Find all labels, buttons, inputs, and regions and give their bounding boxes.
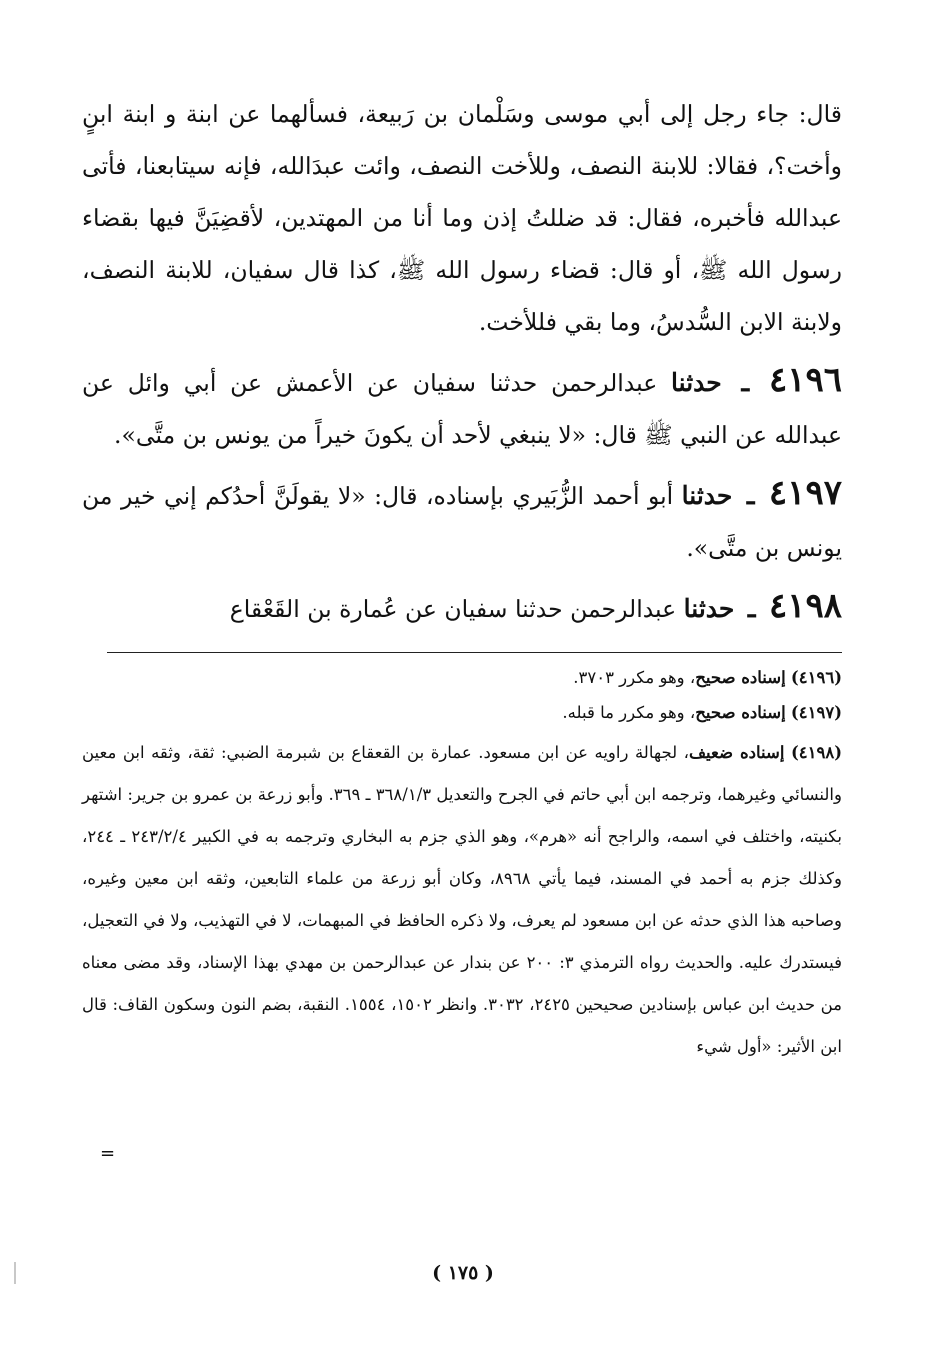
hadith-4198 — [82, 580, 842, 635]
footnote-4197 — [82, 697, 842, 729]
hadith-dash: ـ — [746, 481, 755, 511]
hadith-4196 — [82, 354, 842, 461]
hadith-dash: ـ — [747, 594, 756, 624]
hadith-dash: ـ — [741, 368, 750, 398]
page-number: ( ١٧٥ ) — [432, 1262, 494, 1284]
hadith-number: ٤١٩٧ — [768, 473, 842, 513]
footnote-divider — [107, 652, 842, 653]
footnote-grade: إسناده ضعيف — [688, 743, 785, 762]
hadith-4197 — [82, 467, 842, 574]
hadith-keyword: حدثنا — [683, 594, 735, 623]
hadith-text: عبدالرحمن حدثنا سفيان عن عُمارة بن القَعْقاع — [229, 595, 677, 623]
hadith-number: ٤١٩٨ — [768, 586, 842, 626]
hadith-keyword: حدثنا — [681, 481, 733, 510]
continuation-mark: = — [100, 1143, 116, 1164]
footnote-grade: إسناده صحيح — [695, 703, 786, 722]
margin-smudge — [14, 1262, 16, 1284]
intro-text: قال: جاء رجل إلى أبي موسى وسَلْمان بن رَبيعة، فسألهما عن ابنة و ابنة ابنٍ وأخت؟، فقالا: للابنة النصف، وللأخت النصف، وائت عبدَالله، فإنه سيتابعنا، فأتى عبدالله فأخبره، فقال: قد ضللتُ إذن وما أنا من المهتدين، لأقضِيَنَّ فيها بقضاء رسول الله ﷺ، أو قال: قضاء رسول الله ﷺ، كذا قال سفيان، للابنة النصف، ولابنة الابن السُّدسُ، وما بقي فللأخت. — [82, 100, 842, 336]
footnote-text: ، وهو مكرر ما قبله. — [562, 703, 696, 722]
footnote-text: ، لجهالة راويه عن ابن مسعود. عمارة بن القعقاع بن شبرمة الضبي: ثقة، وثقه ابن معين والنسائي وغيرهما، وترجمه ابن أبي حاتم في الجرح والتعديل ٣٦٨/١/٣ ـ ٣٦٩. وأبو زرعة بن عمرو بن جرير: اشتهر بكنيته، واختلف في اسمه، والراجح أنه «هرم»، وهو الذي جزم به البخاري وترجمه به في الكبير ٢٤٣/٢/٤ ـ ٢٤٤، وكذلك جزم به أحمد في المسند، فيما يأتي ٨٩٦٨، وكان أبو زرعة من علماء التابعين، وثقه ابن معين وغيره، وصاحبه هذا الذي حدثه عن ابن مسعود لم يعرف، ولا ذكره الحافظ في المبهمات، لا في التهذيب، ولا في التعجيل، فيستدرك عليه. والحديث رواه الترمذي ٣: ٢٠٠ عن بندار عن عبدالرحمن بن مهدي بهذا الإسناد، وقد مضى معناه من حديث ابن عباس بإسنادين صحيحين ٢٤٢٥، ٣٠٣٢. وانظر ١٥٠٢، ١٥٥٤. النقبة، بضم النون وسكون القاف: قال ابن الأثير: «أول شيء — [82, 743, 842, 1056]
footnote-4196 — [82, 662, 842, 694]
footnote-4198 — [82, 732, 842, 1068]
footnote-text: ، وهو مكرر ٣٧٠٣. — [573, 668, 696, 687]
hadith-number: ٤١٩٦ — [768, 360, 842, 400]
hadith-text: أبو أحمد الزُّبَيري بإسناده، قال: «لا يقولَنَّ أحدُكم إني خير من يونس بن متَّى». — [82, 482, 842, 562]
hadith-text: عبدالرحمن حدثنا سفيان عن الأعمش عن أبي وائل عن عبدالله عن النبي ﷺ قال: «لا ينبغي لأحد أن يكونَ خيراً من يونس بن متَّى». — [82, 369, 842, 449]
footnote-number: (٤١٩٨) — [790, 743, 843, 762]
main-text — [82, 88, 842, 635]
footnote-grade: إسناده صحيح — [695, 668, 786, 687]
intro-paragraph — [82, 88, 842, 348]
footnote-number: (٤١٩٦) — [790, 668, 842, 687]
footnote-number: (٤١٩٧) — [790, 703, 842, 722]
footnotes — [82, 662, 842, 1071]
hadith-keyword: حدثنا — [671, 368, 722, 397]
